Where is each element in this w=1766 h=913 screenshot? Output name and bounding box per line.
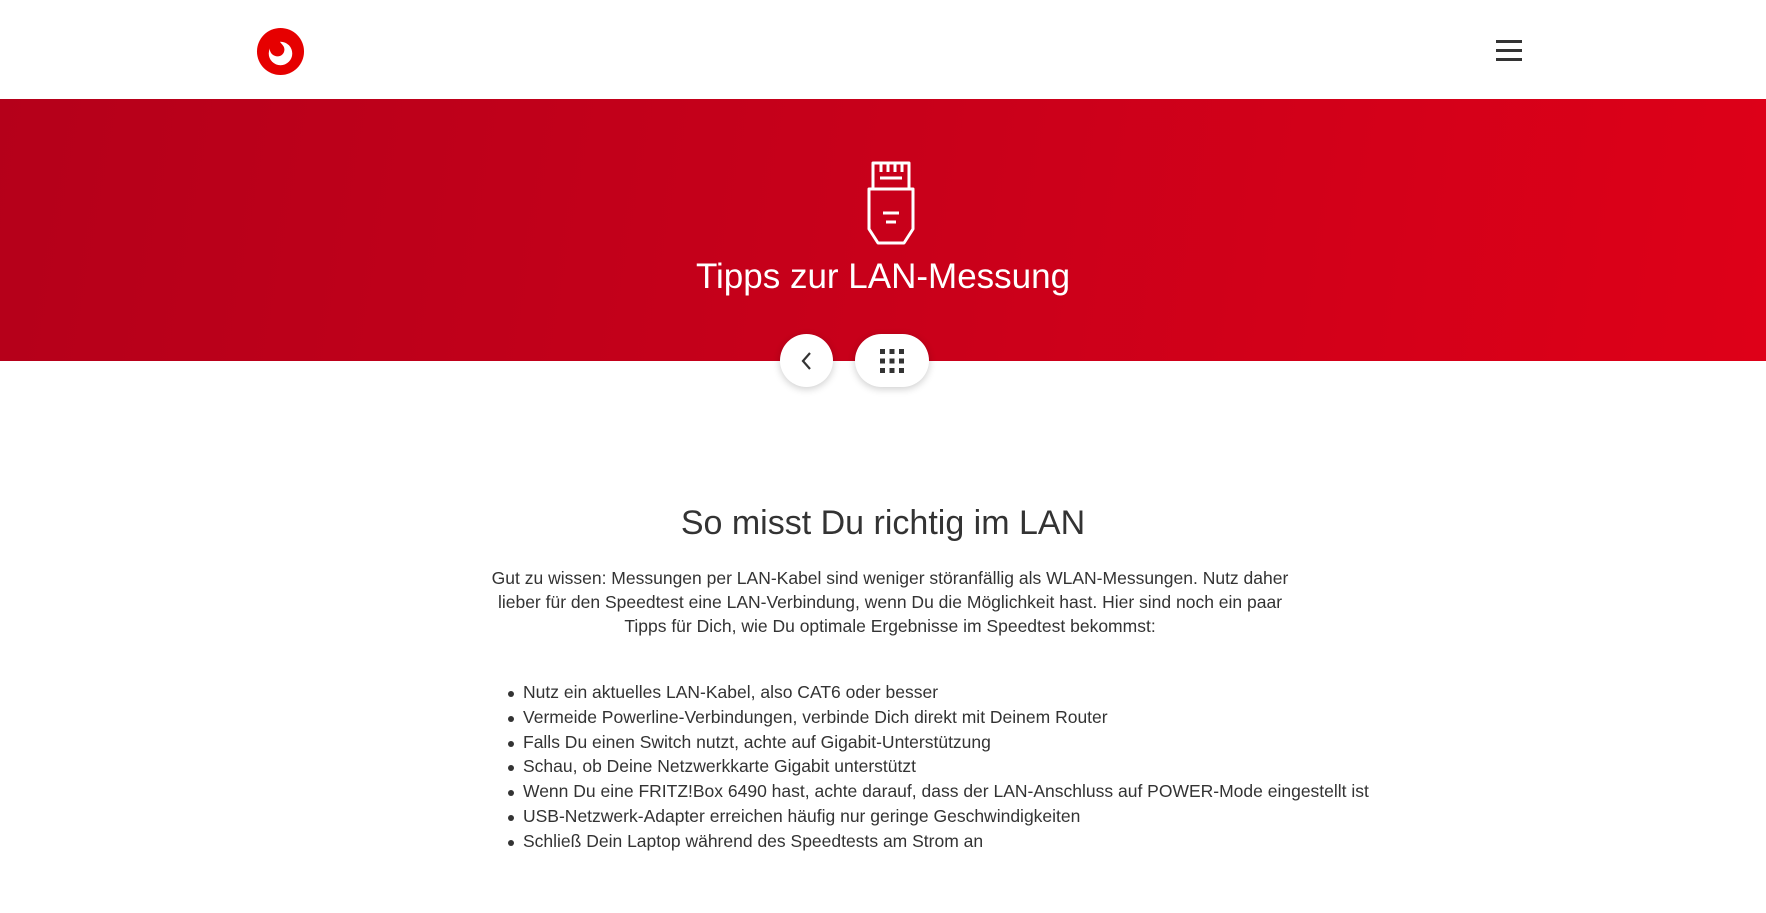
list-item: Falls Du einen Switch nutzt, achte auf Gigabit-Unterstützung bbox=[512, 730, 1369, 755]
lan-cable-icon bbox=[866, 161, 916, 247]
hero-banner bbox=[0, 99, 1766, 361]
grid-icon bbox=[880, 349, 904, 373]
overview-grid-button[interactable] bbox=[855, 334, 929, 387]
list-item: USB-Netzwerk-Adapter erreichen häufig nur geringe Geschwindigkeiten bbox=[512, 804, 1369, 829]
list-item: Nutz ein aktuelles LAN-Kabel, also CAT6 oder besser bbox=[512, 680, 1369, 705]
list-item: Wenn Du eine FRITZ!Box 6490 hast, achte darauf, dass der LAN-Anschluss auf POWER-Mode eingestellt ist bbox=[512, 779, 1369, 804]
list-item: Schließ Dein Laptop während des Speedtests am Strom an bbox=[512, 829, 1369, 854]
chevron-left-icon bbox=[799, 350, 815, 372]
back-button[interactable] bbox=[780, 334, 833, 387]
vodafone-logo[interactable] bbox=[256, 27, 305, 76]
intro-text: Gut zu wissen: Messungen per LAN-Kabel sind weniger störanfällig als WLAN-Messungen. Nutz daher lieber für den Speedtest eine LAN-Verbindung, wenn Du die Möglichkeit hast. Hier sind noch ein paar Tipps für Dich, wie Du optimale Ergebnisse im Speedtest bekommst: bbox=[491, 568, 1289, 636]
tips-list bbox=[512, 680, 1369, 854]
site-header bbox=[0, 0, 1766, 99]
list-item: Vermeide Powerline-Verbindungen, verbinde Dich direkt mit Deinem Router bbox=[512, 705, 1369, 730]
list-item: Schau, ob Deine Netzwerkkarte Gigabit unterstützt bbox=[512, 754, 1369, 779]
hamburger-menu-icon[interactable] bbox=[1494, 38, 1524, 64]
page-title: Tipps zur LAN-Messung bbox=[695, 257, 1071, 296]
section-heading: So misst Du richtig im LAN bbox=[680, 504, 1086, 542]
